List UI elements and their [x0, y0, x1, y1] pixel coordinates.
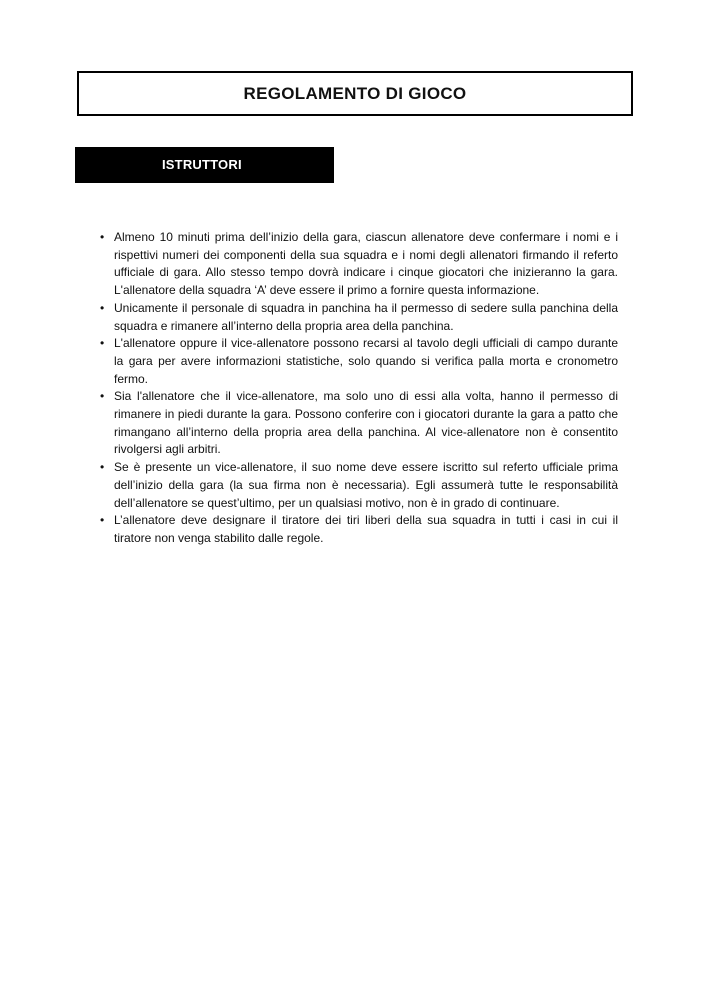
- list-item: [98, 335, 618, 388]
- rules-list: [98, 229, 618, 548]
- rule-text: Sia l'allenatore che il vice-allenatore, ma solo uno di essi alla volta, hanno il permesso di rimanere in piedi durante la gara. Possono conferire con i giocatori durante la gara a patto che rimangano all’interno della propria area della panchina. Al vice-allenatore non è consentito rivolgersi agli arbitri.: [114, 389, 618, 457]
- list-item: [98, 388, 618, 459]
- title-box: [77, 71, 633, 116]
- bullet-icon: •: [100, 300, 105, 315]
- list-item: [98, 512, 618, 547]
- rule-text: Almeno 10 minuti prima dell’inizio della gara, ciascun allenatore deve confermare i nomi e i rispettivi numeri dei componenti della sua squadra e i nomi degli allenatori firmando il referto ufficiale di gara. Allo stesso tempo dovrà indicare i cinque giocatori che inizieranno la gara. L'allenatore della squadra ‘A’ deve essere il primo a fornire questa informazione.: [114, 230, 618, 298]
- bullet-icon: •: [100, 460, 105, 475]
- bullet-icon: •: [100, 389, 105, 404]
- rule-text: Unicamente il personale di squadra in panchina ha il permesso di sedere sulla panchina della squadra e rimanere all’interno della propria area della panchina.: [114, 300, 618, 333]
- section-header: [75, 147, 334, 183]
- rule-text: L’allenatore deve designare il tiratore dei tiri liberi della sua squadra in tutti i casi in cui il tiratore non venga stabilito dalle regole.: [114, 513, 618, 545]
- list-item: [98, 459, 618, 512]
- list-item: [98, 229, 618, 300]
- rule-text: Se è presente un vice-allenatore, il suo nome deve essere iscritto sul referto ufficiale prima dell’inizio della gara (la sua firma non è necessaria). Egli assumerà tutte le responsabilità dell’allenatore se quest’ultimo, per un qualsiasi motivo, non è in grado di continuare.: [114, 460, 618, 510]
- rule-text: L'allenatore oppure il vice-allenatore possono recarsi al tavolo degli ufficiali di campo durante la gara per avere informazioni statistiche, solo quando si verifica palla morta e cronometro fermo.: [114, 336, 618, 386]
- bullet-icon: •: [100, 513, 105, 528]
- section-title: ISTRUTTORI: [162, 157, 242, 172]
- list-item: [98, 300, 618, 335]
- bullet-icon: •: [100, 230, 105, 244]
- page-title: REGOLAMENTO DI GIOCO: [243, 83, 467, 103]
- bullet-icon: •: [100, 336, 105, 351]
